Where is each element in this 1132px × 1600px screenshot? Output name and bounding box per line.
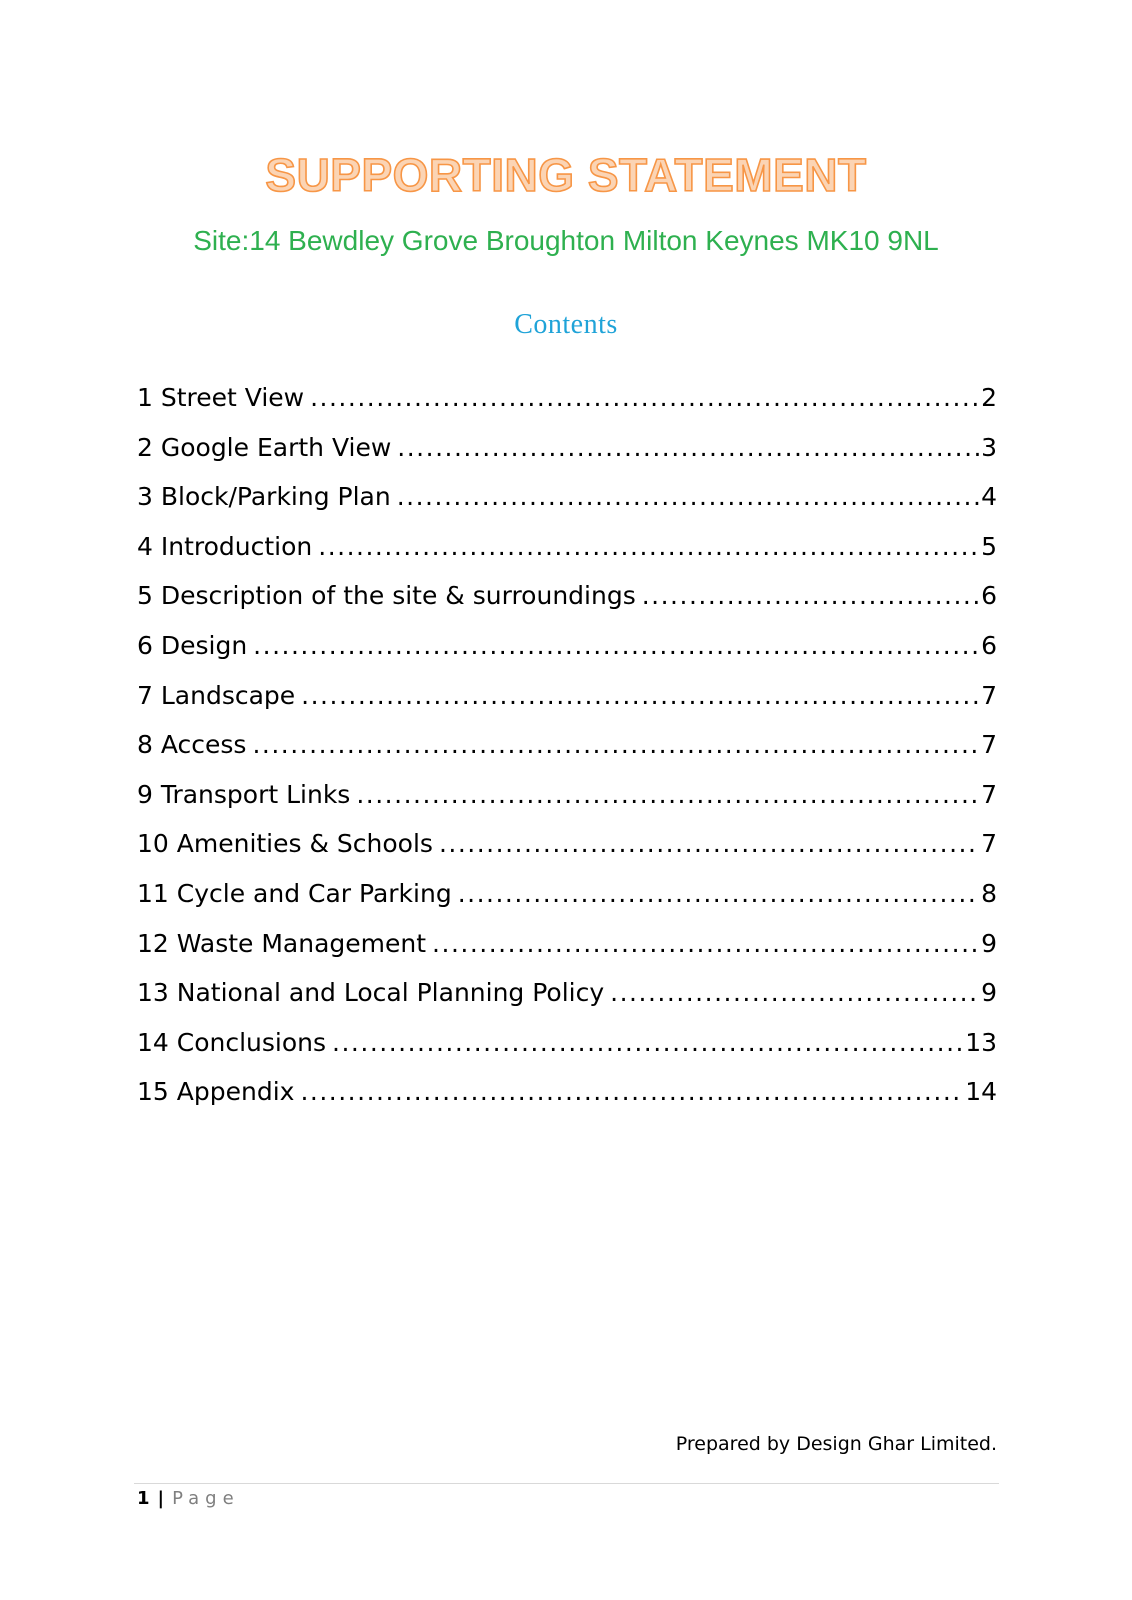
toc-entry-page: 4 [981,482,997,512]
toc-entry[interactable] [137,929,997,979]
footer-separator: | [157,1488,165,1509]
toc-dot-leader [642,581,979,610]
table-of-contents [137,383,997,1127]
contents-heading: Contents [514,309,618,340]
toc-entry-label: 8 Access [137,730,247,760]
footer-page-number: 1 [137,1488,150,1509]
toc-entry-label: 1 Street View [137,383,305,412]
toc-entry[interactable] [137,879,997,929]
toc-entry-label: 7 Landscape [137,680,296,710]
toc-dot-leader [397,433,979,462]
toc-dot-leader [432,929,979,958]
toc-entry[interactable] [137,433,997,483]
toc-entry[interactable] [137,482,997,532]
toc-entry-page: 9 [981,928,997,958]
toc-entry-page: 7 [981,779,997,809]
footer-page-word: Page [172,1488,240,1509]
toc-entry[interactable] [137,978,997,1028]
toc-entry[interactable] [137,1077,997,1127]
toc-dot-leader [301,681,979,710]
toc-entry-label: 14 Conclusions [137,1027,327,1057]
toc-dot-leader [300,1077,963,1106]
toc-entry[interactable] [137,532,997,582]
toc-entry-page: 13 [965,1027,997,1057]
toc-dot-leader [439,829,979,858]
toc-entry[interactable] [137,581,997,631]
toc-entry-page: 8 [981,878,997,908]
toc-dot-leader [310,383,979,412]
toc-entry[interactable] [137,383,997,433]
toc-entry[interactable] [137,730,997,780]
toc-dot-leader [332,1028,963,1057]
toc-dot-leader [458,879,979,908]
toc-entry-page: 3 [981,432,997,462]
document-title: SUPPORTING STATEMENT [265,149,867,201]
toc-entry-label: 3 Block/Parking Plan [137,482,391,512]
toc-entry-label: 2 Google Earth View [137,432,392,462]
footer-divider [134,1483,999,1484]
toc-entry-label: 10 Amenities & Schools [137,829,433,859]
toc-dot-leader [318,532,979,561]
page-footer [137,1488,240,1509]
toc-entry-label: 15 Appendix [137,1077,295,1107]
toc-dot-leader [356,780,979,809]
toc-entry-page: 6 [981,581,997,611]
toc-entry-page: 14 [965,1077,997,1107]
toc-entry-page: 2 [981,383,997,412]
toc-entry-page: 5 [981,531,997,561]
site-address-subtitle: Site:14 Bewdley Grove Broughton Milton Keynes MK10 9NL [193,225,939,256]
toc-entry-label: 9 Transport Links [137,779,351,809]
toc-entry[interactable] [137,1028,997,1078]
toc-dot-leader [253,631,979,660]
toc-entry-label: 4 Introduction [137,531,313,561]
prepared-by-note: Prepared by Design Ghar Limited. [675,1433,997,1455]
toc-entry-page: 7 [981,680,997,710]
toc-entry-label: 12 Waste Management [137,928,427,958]
toc-dot-leader [397,482,979,511]
toc-entry-label: 11 Cycle and Car Parking [137,878,452,908]
toc-entry[interactable] [137,829,997,879]
toc-entry-label: 5 Description of the site & surroundings [137,581,636,611]
toc-dot-leader [252,730,979,759]
toc-entry-page: 9 [981,978,997,1008]
toc-entry-page: 6 [981,630,997,660]
toc-entry[interactable] [137,631,997,681]
toc-entry[interactable] [137,780,997,830]
toc-entry-page: 7 [981,730,997,760]
toc-entry-label: 13 National and Local Planning Policy [137,978,605,1008]
toc-entry[interactable] [137,681,997,731]
toc-entry-page: 7 [981,829,997,859]
toc-entry-label: 6 Design [137,630,248,660]
toc-dot-leader [610,978,979,1007]
